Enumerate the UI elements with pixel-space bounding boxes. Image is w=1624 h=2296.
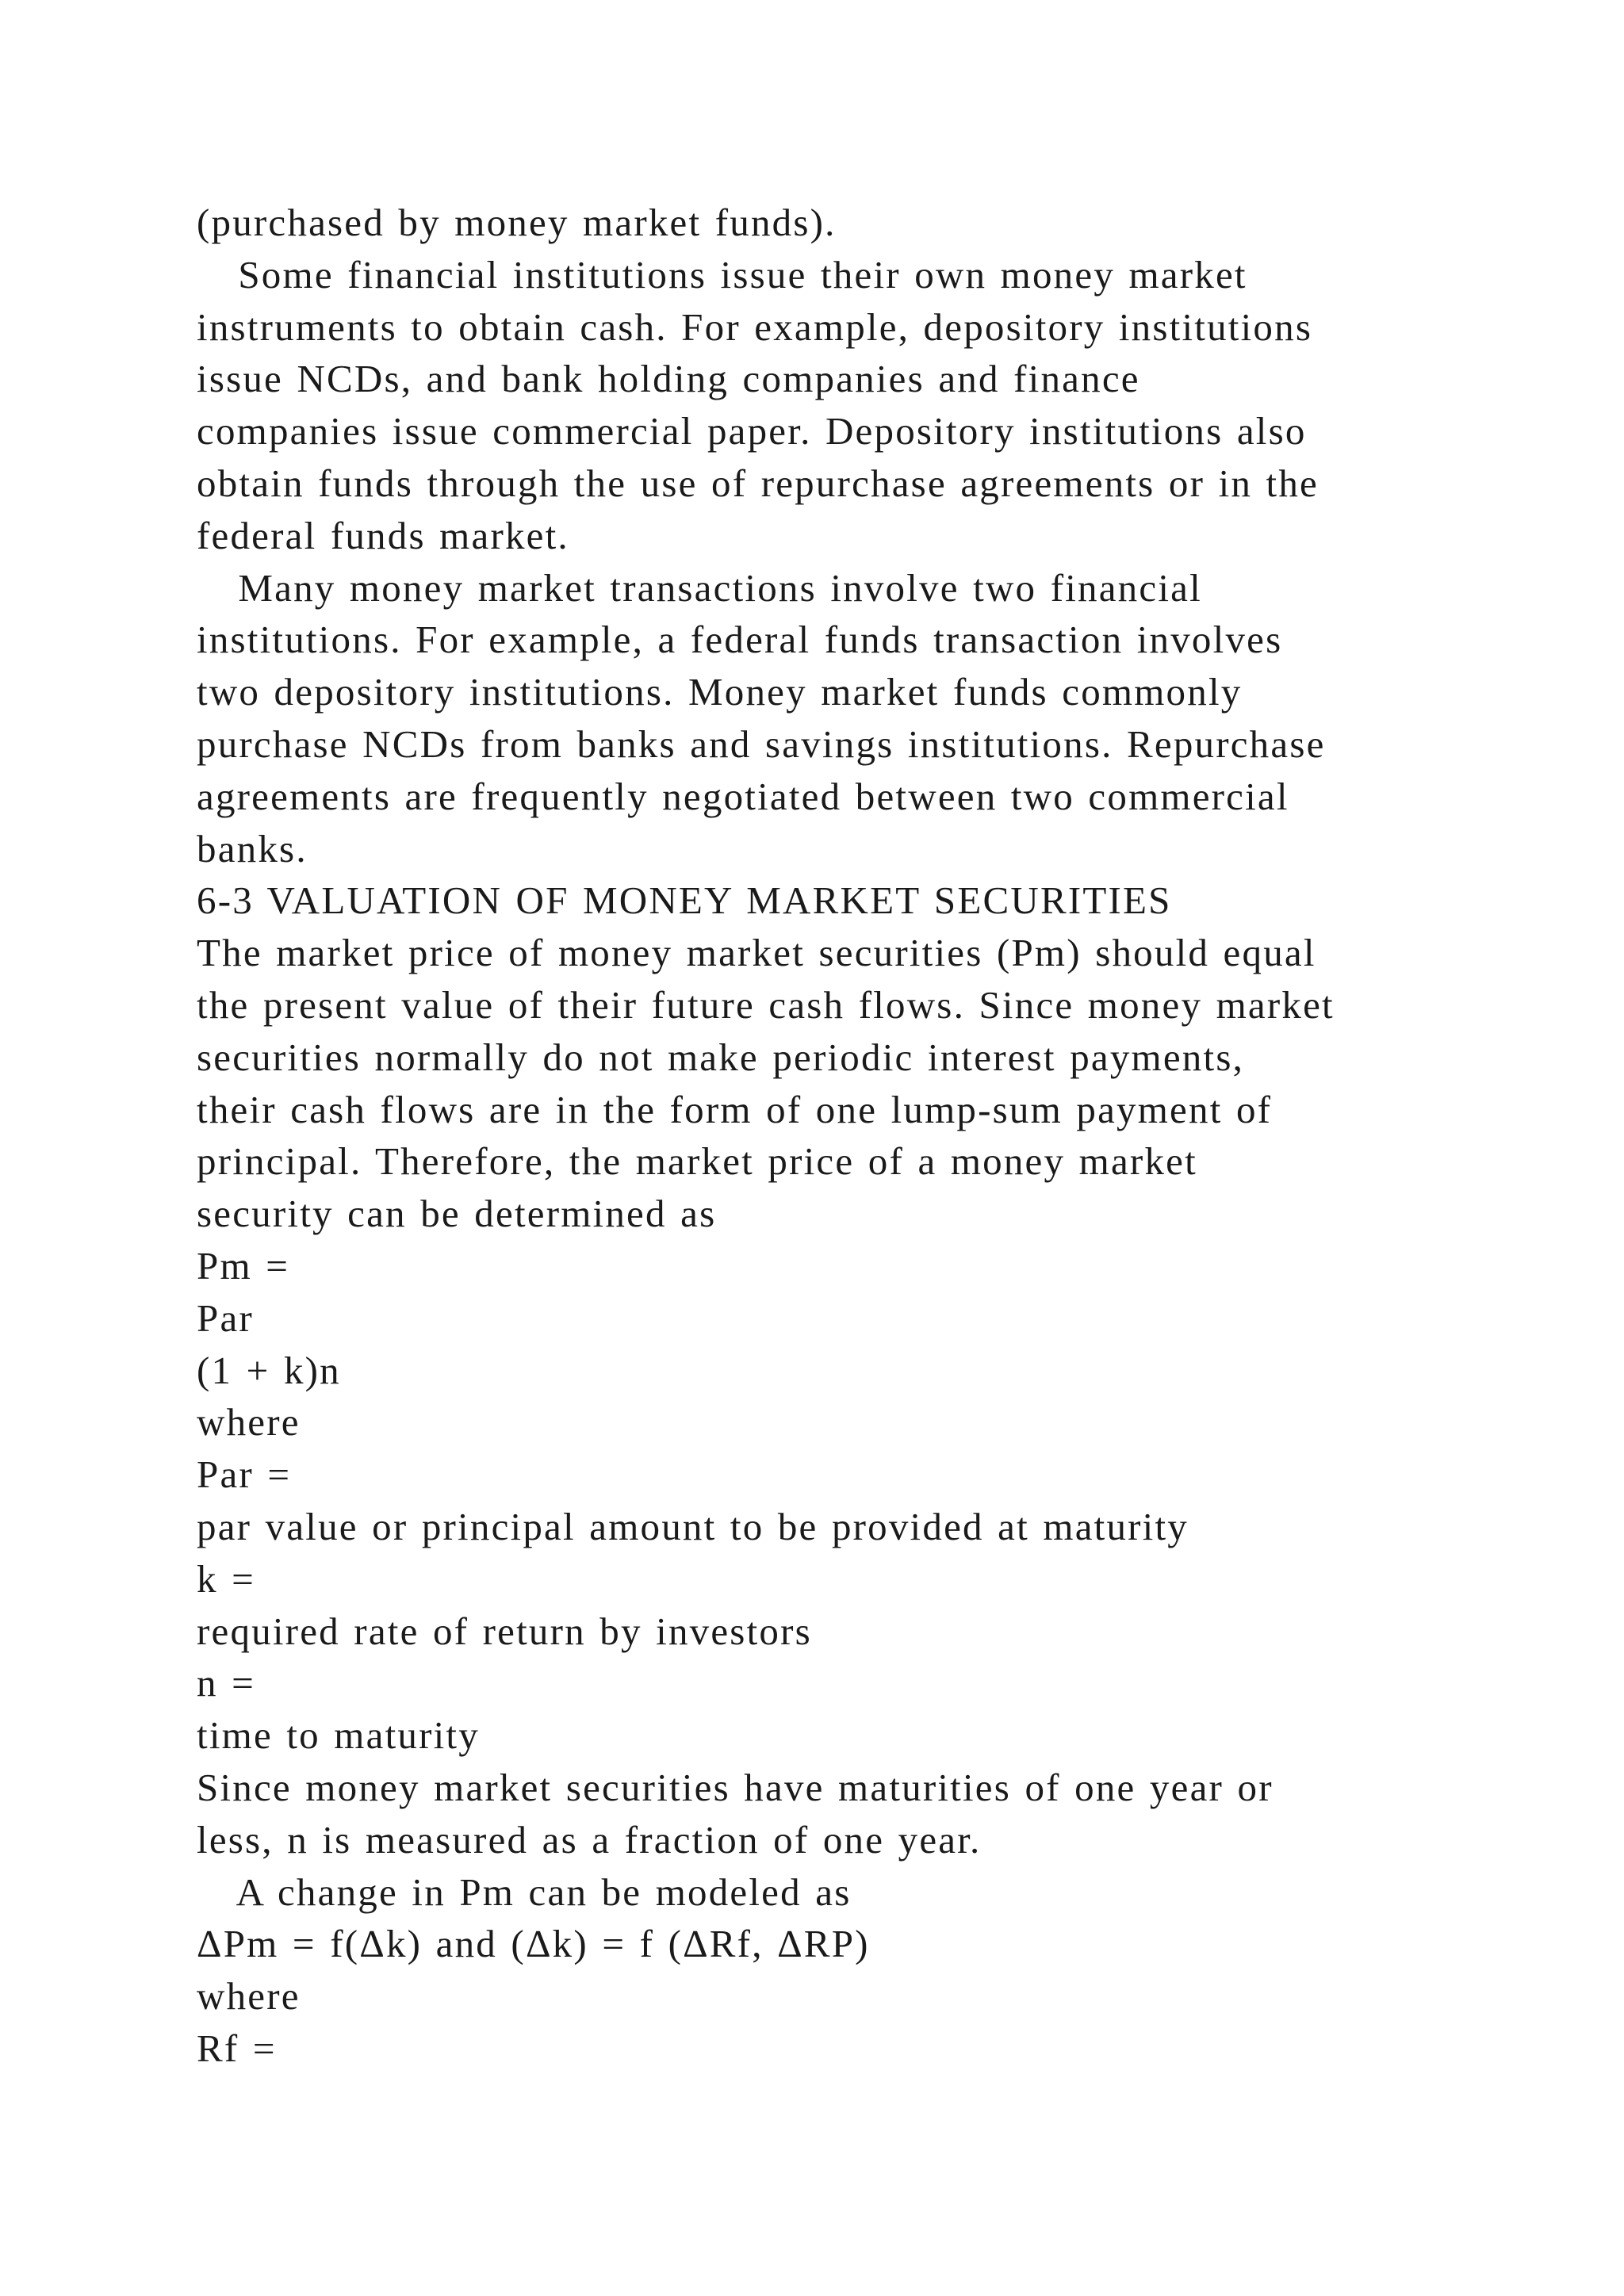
text-line: federal funds market. <box>197 513 569 557</box>
definition-term: k = <box>197 1556 255 1601</box>
text-line: security can be determined as <box>197 1192 717 1236</box>
text-line: banks. <box>197 826 308 871</box>
text-line: where <box>197 1400 301 1445</box>
text-line: the present value of their future cash flows. Since money market <box>197 982 1335 1027</box>
text-line: less, n is measured as a fraction of one year. <box>197 1817 982 1862</box>
text-line: issue NCDs, and bank holding companies and finance <box>197 357 1140 401</box>
section-heading: 6-3 VALUATION OF MONEY MARKET SECURITIES <box>197 878 1172 923</box>
definition-term: Par = <box>197 1452 292 1497</box>
definition-term: n = <box>197 1661 255 1705</box>
text-line: Some financial institutions issue their own money market <box>197 252 1247 297</box>
text-line: purchase NCDs from banks and savings institutions. Repurchase <box>197 721 1326 766</box>
text-line: agreements are frequently negotiated between two commercial <box>197 774 1289 818</box>
formula-line: ΔPm = f(Δk) and (Δk) = f (ΔRf, ΔRP) <box>197 1922 870 1966</box>
text-line: where <box>197 1974 301 2019</box>
definition-term: Rf = <box>197 2026 277 2070</box>
text-line: Since money market securities have maturities of one year or <box>197 1765 1274 1809</box>
text-line: securities normally do not make periodic interest payments, <box>197 1035 1245 1079</box>
document-body <box>197 197 1545 2075</box>
text-line: Many money market transactions involve two financial <box>197 565 1202 610</box>
text-line: two depository institutions. Money market funds commonly <box>197 670 1243 714</box>
text-line: obtain funds through the use of repurchase agreements or in the <box>197 461 1319 505</box>
text-line: their cash flows are in the form of one lump-sum payment of <box>197 1087 1273 1131</box>
definition-text: required rate of return by investors <box>197 1609 812 1653</box>
definition-text: time to maturity <box>197 1713 480 1758</box>
text-line: instruments to obtain cash. For example, depository institutions <box>197 304 1313 349</box>
formula-line: (1 + k)n <box>197 1348 341 1392</box>
text-line: The market price of money market securities (Pm) should equal <box>197 931 1316 975</box>
definition-text: par value or principal amount to be provided at maturity <box>197 1504 1189 1548</box>
formula-line: Pm = <box>197 1243 290 1288</box>
text-line: institutions. For example, a federal funds transaction involves <box>197 618 1283 662</box>
formula-line: Par <box>197 1295 254 1340</box>
text-line: companies issue commercial paper. Depository institutions also <box>197 409 1307 453</box>
text-line: principal. Therefore, the market price of a money market <box>197 1139 1197 1184</box>
text-line: A change in Pm can be modeled as <box>197 1869 852 1914</box>
text-line: (purchased by money market funds). <box>197 201 837 244</box>
